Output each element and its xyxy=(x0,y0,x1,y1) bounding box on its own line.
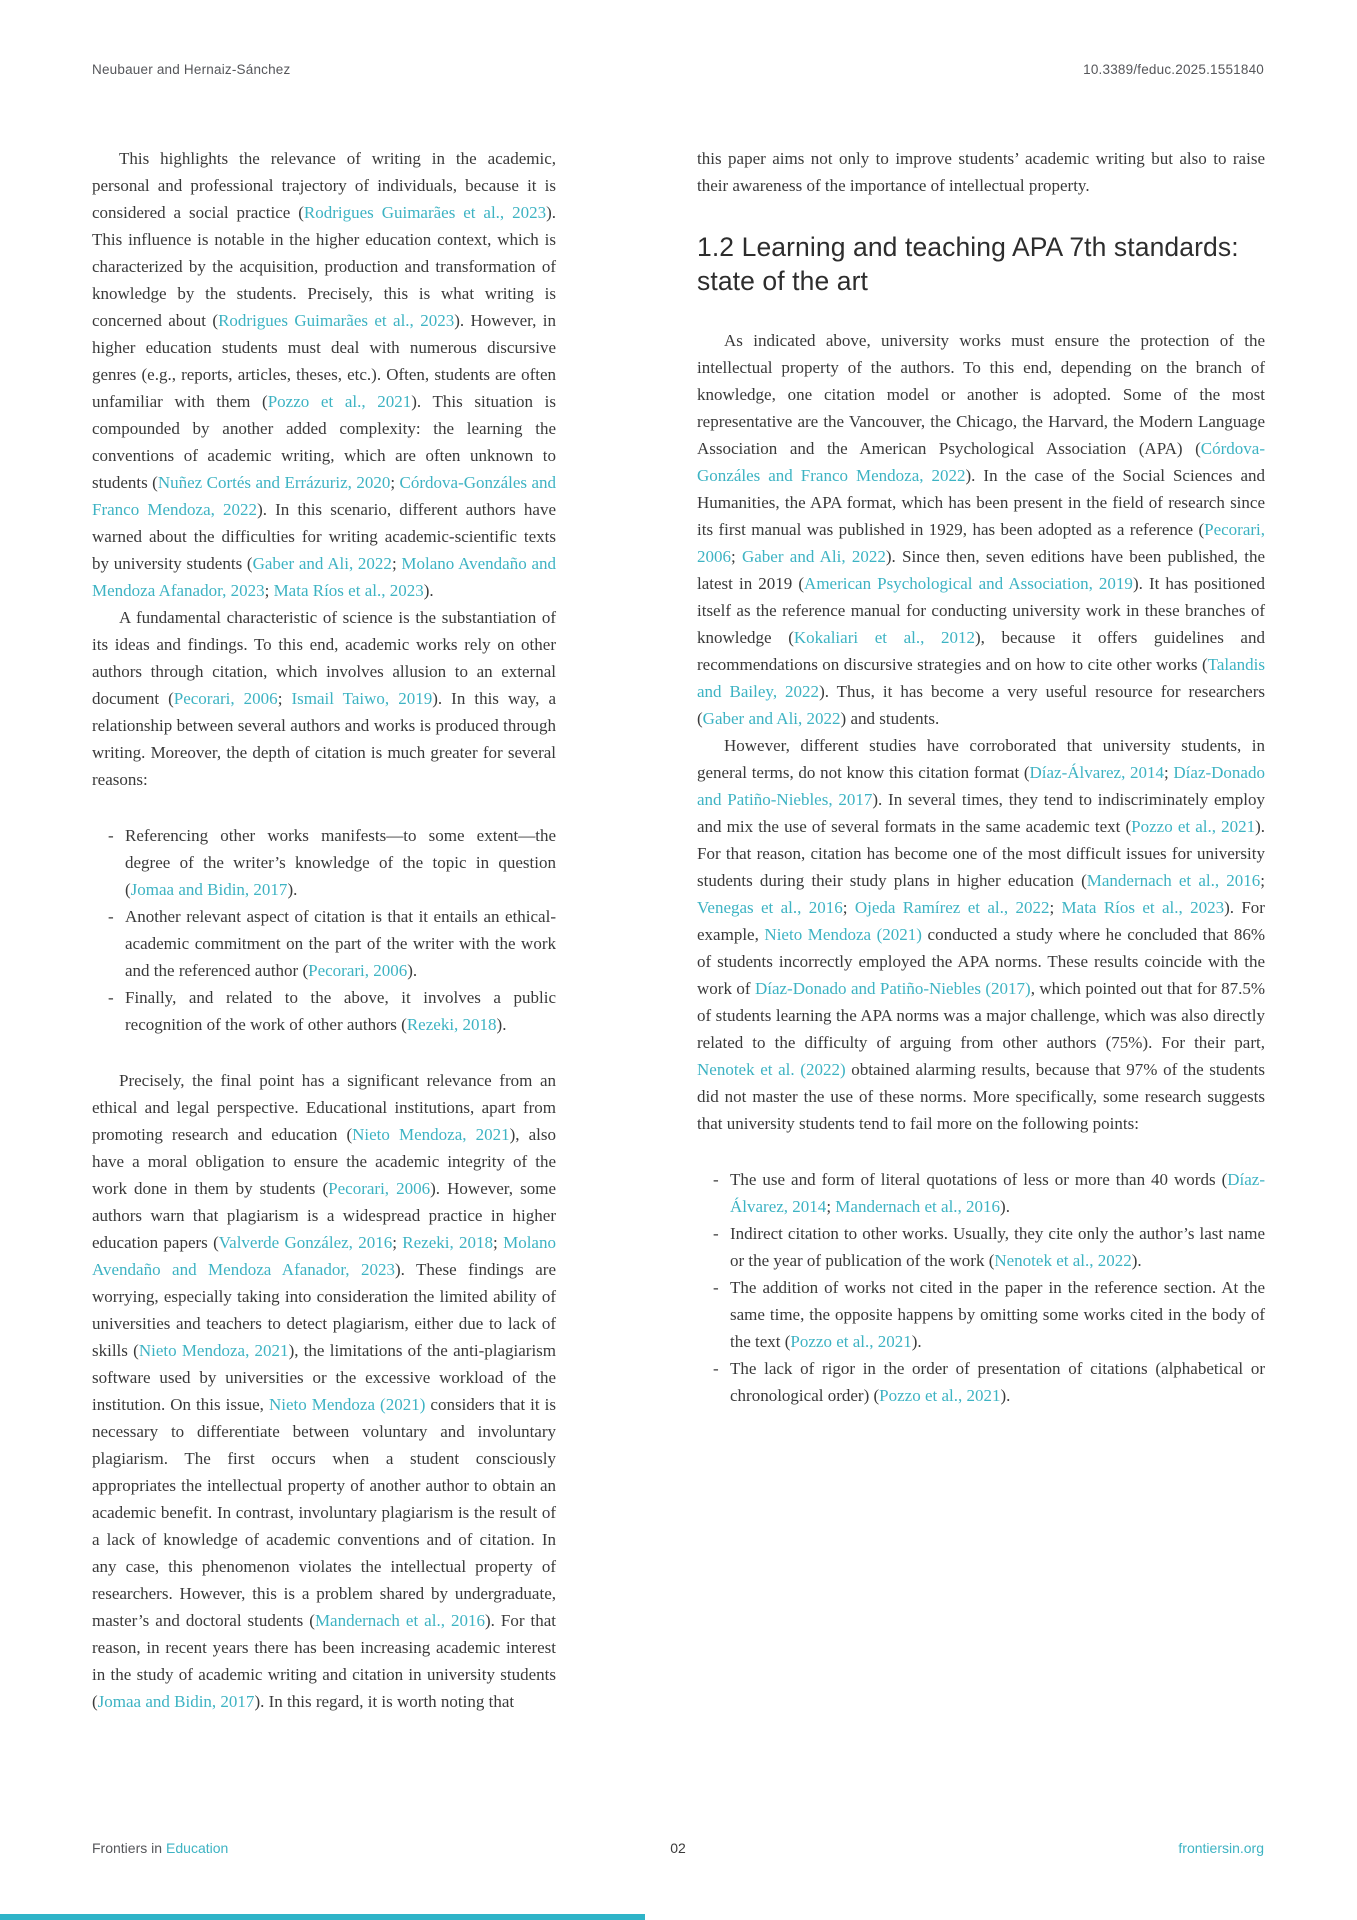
paragraph: this paper aims not only to improve students’ academic writing but also to raise their awareness of the importance of intellectual property. xyxy=(697,149,1265,195)
list-item: - Finally, and related to the above, it involves a public recognition of the work of other authors (Rezeki, 2018). xyxy=(125,984,556,1038)
page-number: 02 xyxy=(670,1840,686,1856)
citation-link[interactable]: Nenotek et al., 2022 xyxy=(994,1251,1132,1270)
citation-link[interactable]: Díaz-Donado and Patiño-Niebles (2017) xyxy=(754,979,1031,998)
list-item: - The addition of works not cited in the paper in the reference section. At the same time, the opposite happens by omitting some works cited in the body of the text (Pozzo et al., 2021). xyxy=(730,1274,1265,1355)
citation-link[interactable]: Rodrigues Guimarães et al., 2023 xyxy=(303,203,547,222)
citation-link[interactable]: American Psychological and Association, 2019 xyxy=(804,574,1133,593)
citation-link[interactable]: Kokaliari et al., 2012 xyxy=(793,628,975,647)
citation-link[interactable]: Díaz-Álvarez, 2014 xyxy=(730,1170,1265,1216)
running-head-doi: 10.3389/feduc.2025.1551840 xyxy=(1083,62,1264,77)
dash-list xyxy=(92,822,556,1038)
citation-link[interactable]: Venegas et al., 2016 xyxy=(697,898,843,917)
citation-link[interactable]: Talandis and Bailey, 2022 xyxy=(697,655,1265,701)
paragraph: Precisely, the final point has a significant relevance from an ethical and legal perspective. Educational institutions, apart from promoting research and education (Nieto Mendoza, 2021), also have a moral obligation to ensure the academic integrity of the work done in them by students (Pecorari, 2006). However, some authors warn that plagiarism is a widespread practice in higher education papers (Valverde González, 2016; Rezeki, 2018; Molano Avendaño and Mendoza Afanador, 2023). These findings are worrying, especially taking into consideration the limited ability of universities and teachers to detect plagiarism, either due to lack of skills (Nieto Mendoza, 2021), the limitations of the anti-plagiarism software used by universities or the excessive workload of the institution. On this issue, Nieto Mendoza (2021) considers that it is necessary to differentiate between voluntary and involuntary plagiarism. The first occurs when a student consciously appropriates the intellectual property of another author to obtain an academic benefit. In contrast, involuntary plagiarism is the result of a lack of knowledge of academic conventions and of citation. In any case, this phenomenon violates the intellectual property of researchers. However, this is a problem shared by undergraduate, master’s and doctoral students (Mandernach et al., 2016). For that reason, in recent years there has been increasing academic interest in the study of academic writing and citation in university students (Jomaa and Bidin, 2017). In this regard, it is worth noting that xyxy=(92,1071,557,1711)
citation-link[interactable]: Mandernach et al., 2016 xyxy=(1086,871,1261,890)
citation-link[interactable]: Pozzo et al., 2021 xyxy=(790,1332,912,1351)
paragraph: A fundamental characteristic of science is the substantiation of its ideas and findings. To this end, academic works rely on other authors through citation, which involves allusion to an external document (Pecorari, 2006; Ismail Taiwo, 2019). In this way, a relationship between several authors and works is produced through writing. Moreover, the depth of citation is much greater for several reasons: xyxy=(92,608,557,789)
citation-link[interactable]: Nuñez Cortés and Errázuriz, 2020 xyxy=(157,473,391,492)
list-item: - Another relevant aspect of citation is that it entails an ethical-academic commitment on the part of the writer with the work and the referenced author (Pecorari, 2006). xyxy=(125,903,556,984)
journal-name-link[interactable]: Education xyxy=(166,1840,229,1856)
right-column xyxy=(697,145,1265,1438)
citation-link[interactable]: Nieto Mendoza (2021) xyxy=(764,925,922,944)
citation-link[interactable]: Jomaa and Bidin, 2017 xyxy=(130,880,288,899)
left-column xyxy=(92,145,556,1715)
citation-link[interactable]: Pozzo et al., 2021 xyxy=(267,392,412,411)
citation-link[interactable]: Pecorari, 2006 xyxy=(328,1179,431,1198)
list-item: - The use and form of literal quotations of less or more than 40 words (Díaz-Álvarez, 2014; Mandernach et al., 2016). xyxy=(730,1166,1265,1220)
citation-link[interactable]: Rodrigues Guimarães et al., 2023 xyxy=(218,311,455,330)
citation-link[interactable]: Gaber and Ali, 2022 xyxy=(702,709,841,728)
citation-link[interactable]: Pecorari, 2006 xyxy=(173,689,278,708)
citation-link[interactable]: Valverde González, 2016 xyxy=(218,1233,393,1252)
citation-link[interactable]: Pozzo et al., 2021 xyxy=(1131,817,1256,836)
citation-link[interactable]: Molano Avendaño and Mendoza Afanador, 2023 xyxy=(92,554,556,600)
citation-link[interactable]: Mandernach et al., 2016 xyxy=(314,1611,485,1630)
citation-link[interactable]: Córdova-Gonzáles and Franco Mendoza, 2022 xyxy=(92,473,556,519)
journal-name-prefix: Frontiers in xyxy=(92,1840,163,1856)
citation-link[interactable]: Jomaa and Bidin, 2017 xyxy=(97,1692,255,1711)
citation-link[interactable]: Nieto Mendoza, 2021 xyxy=(138,1341,289,1360)
running-head-authors: Neubauer and Hernaiz-Sánchez xyxy=(92,62,291,77)
citation-link[interactable]: Ismail Taiwo, 2019 xyxy=(291,689,433,708)
citation-link[interactable]: Gaber and Ali, 2022 xyxy=(741,547,886,566)
page-footer xyxy=(92,1840,1264,1856)
list-item: - Indirect citation to other works. Usually, they cite only the author’s last name or the year of publication of the work (Nenotek et al., 2022). xyxy=(730,1220,1265,1274)
citation-link[interactable]: Molano Avendaño and Mendoza Afanador, 2023 xyxy=(92,1233,556,1279)
paragraph: However, different studies have corroborated that university students, in general terms, do not know this citation format (Díaz-Álvarez, 2014; Díaz-Donado and Patiño-Niebles, 2017). In several times, they tend to indiscriminately employ and mix the use of several formats in the same academic text (Pozzo et al., 2021). For that reason, citation has become one of the most difficult issues for university students during their study plans in higher education (Mandernach et al., 2016; Venegas et al., 2016; Ojeda Ramírez et al., 2022; Mata Ríos et al., 2023). For example, Nieto Mendoza (2021) conducted a study where he concluded that 86% of students incorrectly employed the APA norms. These results coincide with the work of Díaz-Donado and Patiño-Niebles (2017), which pointed out that for 87.5% of students learning the APA norms was a major challenge, which was also directly related to the difficulty of arguing from other authors (75%). For their part, Nenotek et al. (2022) obtained alarming results, because that 97% of the students did not master the use of these norms. More specifically, some research suggests that university students tend to fail more on the following points: xyxy=(697,736,1266,1133)
citation-link[interactable]: Pecorari, 2006 xyxy=(697,520,1265,566)
frontiersin-link[interactable]: frontiersin.org xyxy=(1178,1840,1264,1856)
citation-link[interactable]: Díaz-Álvarez, 2014 xyxy=(1029,763,1164,782)
citation-link[interactable]: Pozzo et al., 2021 xyxy=(879,1386,1001,1405)
list-item: - The lack of rigor in the order of presentation of citations (alphabetical or chronological order) (Pozzo et al., 2021). xyxy=(730,1355,1265,1409)
citation-link[interactable]: Nieto Mendoza, 2021 xyxy=(352,1125,510,1144)
citation-link[interactable]: Mata Ríos et al., 2023 xyxy=(273,581,424,600)
citation-link[interactable]: Córdova-Gonzáles and Franco Mendoza, 2022 xyxy=(697,439,1265,485)
citation-link[interactable]: Nenotek et al. (2022) xyxy=(697,1060,846,1079)
running-head xyxy=(92,62,1264,77)
paragraph: This highlights the relevance of writing in the academic, personal and professional trajectory of individuals, because it is considered a social practice (Rodrigues Guimarães et al., 2023). This influence is notable in the higher education context, which is characterized by the acquisition, production and transformation of knowledge by the students. Precisely, this is what writing is concerned about (Rodrigues Guimarães et al., 2023). However, in higher education students must deal with numerous discursive genres (e.g., reports, articles, theses, etc.). Often, students are often unfamiliar with them (Pozzo et al., 2021). This situation is compounded by another added complexity: the learning the conventions of academic writing, which are often unknown to students (Nuñez Cortés and Errázuriz, 2020; Córdova-Gonzáles and Franco Mendoza, 2022). In this scenario, different authors have warned about the difficulties for writing academic-scientific texts by university students (Gaber and Ali, 2022; Molano Avendaño and Mendoza Afanador, 2023; Mata Ríos et al., 2023). xyxy=(92,149,556,600)
citation-link[interactable]: Rezeki, 2018 xyxy=(402,1233,494,1252)
citation-link[interactable]: Gaber and Ali, 2022 xyxy=(252,554,392,573)
citation-link[interactable]: Mandernach et al., 2016 xyxy=(835,1197,1001,1216)
list-item: - Referencing other works manifests—to some extent—the degree of the writer’s knowledge of the topic in question (Jomaa and Bidin, 2017). xyxy=(125,822,556,903)
dash-list xyxy=(697,1166,1265,1409)
citation-link[interactable]: Nieto Mendoza (2021) xyxy=(268,1395,426,1414)
section-heading: 1.2 Learning and teaching APA 7th standards: state of the art xyxy=(697,232,1239,296)
citation-link[interactable]: Mata Ríos et al., 2023 xyxy=(1061,898,1225,917)
journal-name xyxy=(92,1840,228,1856)
bottom-accent-bar xyxy=(0,1914,645,1920)
citation-link[interactable]: Díaz-Donado and Patiño-Niebles, 2017 xyxy=(697,763,1265,809)
citation-link[interactable]: Pecorari, 2006 xyxy=(308,961,408,980)
citation-link[interactable]: Rezeki, 2018 xyxy=(406,1015,497,1034)
citation-link[interactable]: Ojeda Ramírez et al., 2022 xyxy=(854,898,1050,917)
paragraph: As indicated above, university works must ensure the protection of the intellectual property of the authors. To this end, depending on the branch of knowledge, one citation model or another is adopted. Some of the most representative are the Vancouver, the Chicago, the Harvard, the Modern Language Association and the American Psychological Association (APA) (Córdova-Gonzáles and Franco Mendoza, 2022). In the case of the Social Sciences and Humanities, the APA format, which has been present in the field of research since its first manual was published in 1929, has been adopted as a reference (Pecorari, 2006; Gaber and Ali, 2022). Since then, seven editions have been published, the latest in 2019 (American Psychological and Association, 2019). It has positioned itself as the reference manual for conducting university work in these branches of knowledge (Kokaliari et al., 2012), because it offers guidelines and recommendations on discursive strategies and on how to cite other works (Talandis and Bailey, 2022). Thus, it has become a very useful resource for researchers (Gaber and Ali, 2022) and students. xyxy=(697,331,1265,728)
